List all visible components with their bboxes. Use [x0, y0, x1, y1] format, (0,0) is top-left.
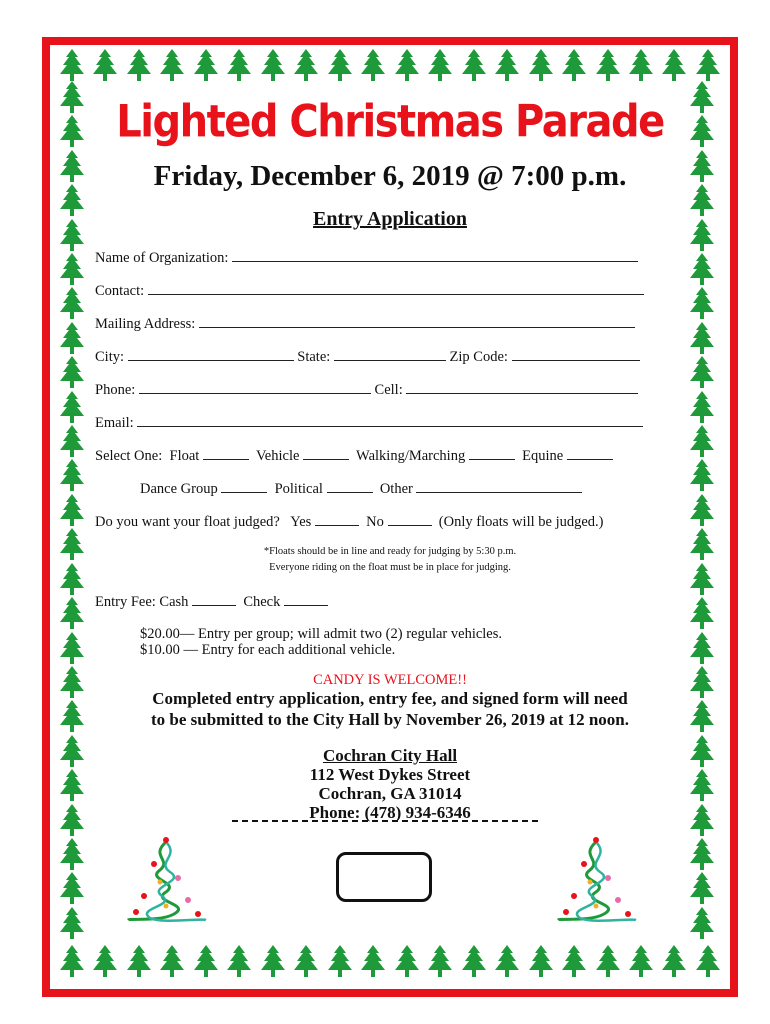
fee-line-1: $20.00— Entry per group; will admit two (2) regular vehicles. — [140, 626, 503, 642]
blank-box — [336, 852, 432, 902]
pine-tree-icon — [58, 355, 86, 389]
event-date: Friday, December 6, 2019 @ 7:00 p.m. — [153, 160, 627, 192]
pine-tree-icon — [688, 665, 716, 699]
pine-tree-icon — [326, 944, 354, 978]
fee-cash-blank[interactable] — [192, 592, 236, 606]
pine-tree-icon — [688, 149, 716, 183]
pine-tree-icon — [91, 944, 119, 978]
address-name: Cochran City Hall — [322, 746, 458, 765]
select-row-1 — [95, 446, 651, 465]
judging-note: (Only floats will be judged.) — [438, 514, 604, 530]
pine-tree-icon — [158, 944, 186, 978]
pine-tree-icon — [58, 944, 86, 978]
pine-tree-icon — [58, 631, 86, 665]
pine-tree-icon — [493, 48, 521, 82]
swirl-christmas-tree-icon — [540, 834, 652, 928]
zip-field[interactable] — [512, 347, 640, 361]
pine-tree-icon — [259, 48, 287, 82]
pine-tree-icon — [426, 944, 454, 978]
pine-tree-icon — [58, 48, 86, 82]
option-walking-label: Walking/Marching — [356, 448, 466, 464]
pine-tree-icon — [688, 218, 716, 252]
pine-tree-icon — [627, 48, 655, 82]
pine-tree-icon — [58, 734, 86, 768]
option-float-blank[interactable] — [203, 446, 249, 460]
email-label: Email: — [95, 415, 134, 431]
judging-no-label: No — [366, 514, 384, 530]
option-other-blank[interactable] — [416, 479, 582, 493]
pine-tree-icon — [694, 944, 722, 978]
email-row — [95, 413, 651, 432]
pine-tree-icon — [688, 321, 716, 355]
pine-tree-icon — [58, 286, 86, 320]
phone-field[interactable] — [139, 380, 371, 394]
pine-tree-icon — [292, 944, 320, 978]
judging-yes-label: Yes — [290, 514, 312, 530]
pine-tree-icon — [694, 48, 722, 82]
pine-tree-icon — [58, 321, 86, 355]
tree-border-left — [58, 80, 86, 940]
mailing-row — [95, 314, 651, 333]
pine-tree-icon — [688, 286, 716, 320]
email-field[interactable] — [137, 413, 643, 427]
pine-tree-icon — [58, 149, 86, 183]
pine-tree-icon — [460, 944, 488, 978]
pine-tree-icon — [58, 218, 86, 252]
option-vehicle-blank[interactable] — [303, 446, 349, 460]
page-title: Lighted Christmas Parade — [116, 96, 664, 148]
form-heading: Entry Application — [313, 208, 467, 230]
pine-tree-icon — [58, 252, 86, 286]
contact-label: Contact: — [95, 283, 145, 299]
fee-line-2: $10.00 — Entry for each additional vehicle. — [140, 642, 396, 658]
pine-tree-icon — [660, 944, 688, 978]
cell-field[interactable] — [406, 380, 638, 394]
contact-field[interactable] — [148, 281, 644, 295]
pine-tree-icon — [326, 48, 354, 82]
pine-tree-icon — [259, 944, 287, 978]
tree-border-top — [58, 48, 722, 82]
pine-tree-icon — [58, 493, 86, 527]
pine-tree-icon — [627, 944, 655, 978]
pine-tree-icon — [688, 837, 716, 871]
pine-tree-icon — [688, 183, 716, 217]
judging-fine-print-1: *Floats should be in line and ready for judging by 5:30 p.m. — [263, 546, 517, 557]
pine-tree-icon — [594, 48, 622, 82]
pine-tree-icon — [527, 944, 555, 978]
pine-tree-icon — [58, 390, 86, 424]
pine-tree-icon — [688, 734, 716, 768]
pine-tree-icon — [426, 48, 454, 82]
pine-tree-icon — [359, 48, 387, 82]
fee-cash-label: Entry Fee: Cash — [95, 594, 189, 610]
pine-tree-icon — [91, 48, 119, 82]
mailing-address-field[interactable] — [199, 314, 635, 328]
pine-tree-icon — [688, 768, 716, 802]
pine-tree-icon — [359, 944, 387, 978]
contact-row — [95, 281, 651, 300]
select-row-2 — [140, 479, 696, 498]
tree-border-right — [688, 80, 716, 940]
phone-label: Phone: — [95, 382, 136, 398]
option-political-label: Political — [274, 481, 323, 497]
city-hall-address — [100, 746, 680, 822]
judging-question: Do you want your float judged? — [95, 514, 280, 530]
cell-label: Cell: — [374, 382, 403, 398]
organization-row — [95, 248, 651, 267]
judging-yes-blank[interactable] — [315, 512, 359, 526]
pine-tree-icon — [688, 803, 716, 837]
address-city: Cochran, GA 31014 — [318, 784, 462, 803]
judging-fine-print-2: Everyone riding on the float must be in place for judging. — [269, 562, 511, 573]
address-street: 112 West Dykes Street — [309, 765, 471, 784]
pine-tree-icon — [493, 944, 521, 978]
city-field[interactable] — [128, 347, 294, 361]
city-state-zip-row — [95, 347, 651, 366]
option-political-blank[interactable] — [327, 479, 373, 493]
pine-tree-icon — [192, 48, 220, 82]
candy-note: CANDY IS WELCOME!! — [313, 672, 467, 688]
pine-tree-icon — [225, 48, 253, 82]
option-equine-blank[interactable] — [567, 446, 613, 460]
option-vehicle-label: Vehicle — [255, 448, 300, 464]
pine-tree-icon — [688, 906, 716, 940]
fee-row — [95, 592, 651, 611]
pine-tree-icon — [688, 114, 716, 148]
pine-tree-icon — [158, 48, 186, 82]
pine-tree-icon — [560, 48, 588, 82]
city-label: City: — [95, 349, 125, 365]
pine-tree-icon — [225, 944, 253, 978]
pine-tree-icon — [688, 424, 716, 458]
pine-tree-icon — [527, 48, 555, 82]
pine-tree-icon — [58, 183, 86, 217]
pine-tree-icon — [688, 699, 716, 733]
pine-tree-icon — [594, 944, 622, 978]
pine-tree-icon — [560, 944, 588, 978]
pine-tree-icon — [660, 48, 688, 82]
pine-tree-icon — [58, 768, 86, 802]
option-float-label: Float — [169, 448, 200, 464]
pine-tree-icon — [393, 48, 421, 82]
pine-tree-icon — [58, 562, 86, 596]
select-label: Select One: — [95, 448, 163, 464]
pine-tree-icon — [292, 48, 320, 82]
pine-tree-icon — [58, 80, 86, 114]
swirl-christmas-tree-icon — [110, 834, 222, 928]
pine-tree-icon — [125, 48, 153, 82]
zip-label: Zip Code: — [449, 349, 508, 365]
organization-label: Name of Organization: — [95, 250, 229, 266]
pine-tree-icon — [688, 355, 716, 389]
phone-row — [95, 380, 651, 399]
option-dance-label: Dance Group — [140, 481, 218, 497]
judging-row — [95, 512, 651, 531]
pine-tree-icon — [58, 458, 86, 492]
pine-tree-icon — [688, 80, 716, 114]
pine-tree-icon — [688, 252, 716, 286]
mailing-label: Mailing Address: — [95, 316, 196, 332]
pine-tree-icon — [460, 48, 488, 82]
pine-tree-icon — [58, 803, 86, 837]
cut-line-divider — [232, 820, 538, 822]
pine-tree-icon — [58, 596, 86, 630]
organization-field[interactable] — [232, 248, 638, 262]
pine-tree-icon — [58, 699, 86, 733]
pine-tree-icon — [688, 871, 716, 905]
submission-line-1: Completed entry application, entry fee, and signed form will need — [152, 689, 628, 708]
pine-tree-icon — [58, 871, 86, 905]
pine-tree-icon — [58, 527, 86, 561]
option-walking-blank[interactable] — [469, 446, 515, 460]
state-field[interactable] — [334, 347, 446, 361]
fee-check-blank[interactable] — [284, 592, 328, 606]
address-phone: Phone: (478) 934-6346 — [309, 803, 471, 822]
tree-border-bottom — [58, 944, 722, 978]
option-equine-label: Equine — [522, 448, 564, 464]
fee-check-label: Check — [243, 594, 281, 610]
pine-tree-icon — [393, 944, 421, 978]
pine-tree-icon — [192, 944, 220, 978]
submission-line-2: to be submitted to the City Hall by November 26, 2019 at 12 noon. — [150, 710, 630, 729]
state-label: State: — [297, 349, 331, 365]
pine-tree-icon — [58, 837, 86, 871]
pine-tree-icon — [58, 906, 86, 940]
pine-tree-icon — [688, 390, 716, 424]
pine-tree-icon — [58, 114, 86, 148]
pine-tree-icon — [58, 424, 86, 458]
submission-note — [100, 688, 680, 730]
pine-tree-icon — [688, 527, 716, 561]
judging-no-blank[interactable] — [388, 512, 432, 526]
option-other-label: Other — [379, 481, 413, 497]
pine-tree-icon — [58, 665, 86, 699]
pine-tree-icon — [688, 562, 716, 596]
option-dance-blank[interactable] — [221, 479, 267, 493]
pine-tree-icon — [125, 944, 153, 978]
